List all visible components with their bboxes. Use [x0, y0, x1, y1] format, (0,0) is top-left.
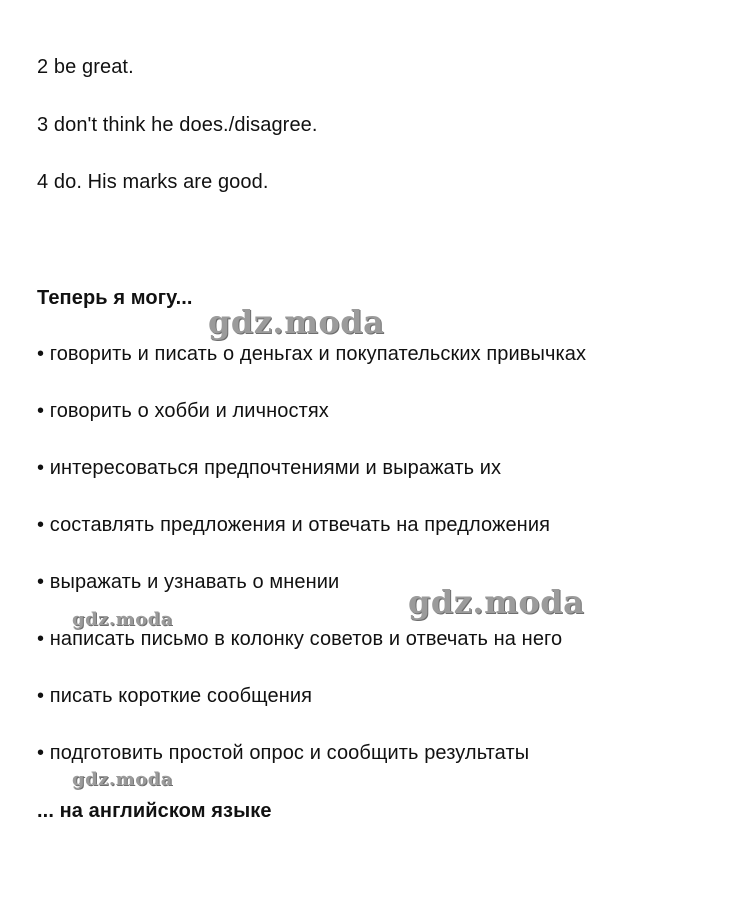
- list-item: • говорить о хобби и личностях: [37, 400, 329, 422]
- list-item: • подготовить простой опрос и сообщить результаты: [37, 742, 530, 764]
- watermark-logo: gdz.moda: [72, 609, 173, 630]
- list-item: • говорить и писать о деньгах и покупательских привычках: [37, 343, 587, 365]
- answer-line-2: 2 be great.: [37, 56, 134, 78]
- watermark-logo: gdz.moda: [408, 583, 585, 621]
- list-item: • выражать и узнавать о мнении: [37, 571, 340, 593]
- answer-line-4: 4 do. His marks are good.: [37, 171, 269, 193]
- section-heading: Теперь я могу...: [37, 287, 193, 309]
- list-item: • написать письмо в колонку советов и отвечать на него: [37, 628, 563, 650]
- section-footer: ... на английском языке: [37, 800, 272, 822]
- list-item: • составлять предложения и отвечать на предложения: [37, 514, 551, 536]
- list-item: • писать короткие сообщения: [37, 685, 313, 707]
- list-item: • интересоваться предпочтениями и выражать их: [37, 457, 502, 479]
- watermark-logo: gdz.moda: [208, 303, 385, 341]
- watermark-logo: gdz.moda: [72, 769, 173, 790]
- answer-line-3: 3 don't think he does./disagree.: [37, 114, 318, 136]
